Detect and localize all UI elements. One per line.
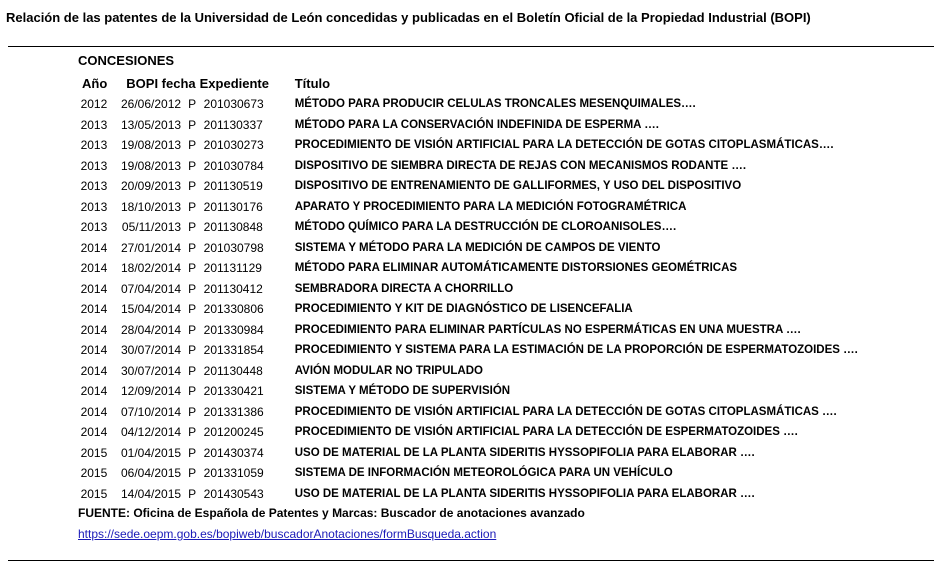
table-header-row bbox=[74, 72, 862, 94]
cell-bopi-date: 19/08/2013 bbox=[121, 138, 182, 153]
cell-expediente: 201331854 bbox=[203, 343, 264, 358]
cell-type: P bbox=[188, 425, 197, 440]
table-row bbox=[74, 361, 862, 382]
cell-year: 2015 bbox=[80, 445, 108, 460]
cell-expediente: 201331386 bbox=[203, 404, 264, 419]
cell-title: MÉTODO PARA PRODUCIR CELULAS TRONCALES MESENQUIMALES…. bbox=[294, 98, 696, 111]
section-heading: CONCESIONES bbox=[78, 53, 175, 68]
cell-type: P bbox=[188, 240, 197, 255]
cell-year: 2013 bbox=[80, 158, 108, 173]
source-link[interactable]: https://sede.oepm.gob.es/bopiweb/buscadorAnotaciones/formBusqueda.action bbox=[78, 527, 497, 541]
cell-bopi-date: 30/07/2014 bbox=[121, 343, 182, 358]
cell-bopi-date: 18/02/2014 bbox=[121, 261, 182, 276]
cell-year: 2013 bbox=[80, 199, 108, 214]
cell-expediente: 201130448 bbox=[203, 363, 263, 378]
cell-bopi-date: 07/10/2014 bbox=[121, 404, 182, 419]
table-row bbox=[74, 299, 862, 320]
table-row bbox=[74, 279, 862, 300]
cell-bopi-date: 30/07/2014 bbox=[121, 363, 182, 378]
cell-bopi-date: 14/04/2015 bbox=[121, 486, 182, 501]
cell-title: SISTEMA Y MÉTODO DE SUPERVISIÓN bbox=[294, 385, 511, 398]
cell-type: P bbox=[188, 138, 197, 153]
cell-expediente: 201430374 bbox=[203, 445, 264, 460]
cell-year: 2014 bbox=[80, 261, 108, 276]
cell-bopi-date: 07/04/2014 bbox=[121, 281, 182, 296]
cell-year: 2013 bbox=[80, 220, 108, 235]
cell-title: AVIÓN MODULAR NO TRIPULADO bbox=[294, 364, 483, 377]
cell-expediente: 201200245 bbox=[203, 425, 264, 440]
cell-type: P bbox=[188, 384, 197, 399]
table-row bbox=[74, 135, 862, 156]
cell-year: 2013 bbox=[80, 117, 108, 132]
table-row bbox=[74, 484, 862, 505]
cell-expediente: 201030784 bbox=[203, 158, 264, 173]
cell-title: MÉTODO PARA ELIMINAR AUTOMÁTICAMENTE DISTORSIONES GEOMÉTRICAS bbox=[294, 262, 738, 275]
cell-type: P bbox=[188, 179, 197, 194]
cell-bopi-date: 01/04/2015 bbox=[121, 445, 182, 460]
table-row bbox=[74, 340, 862, 361]
table-row bbox=[74, 381, 862, 402]
cell-bopi-date: 27/01/2014 bbox=[121, 240, 182, 255]
cell-type: P bbox=[188, 486, 197, 501]
cell-bopi-date: 18/10/2013 bbox=[121, 199, 182, 214]
cell-year: 2014 bbox=[80, 425, 108, 440]
cell-bopi-date: 06/04/2015 bbox=[121, 466, 182, 481]
cell-type: P bbox=[188, 302, 197, 317]
cell-title: SEMBRADORA DIRECTA A CHORRILLO bbox=[294, 282, 514, 295]
cell-year: 2014 bbox=[80, 240, 108, 255]
table-row bbox=[74, 443, 862, 464]
cell-bopi-date: 12/09/2014 bbox=[121, 384, 182, 399]
cell-type: P bbox=[188, 97, 197, 112]
cell-expediente: 201130337 bbox=[203, 117, 263, 132]
bottom-divider bbox=[8, 560, 934, 561]
table-row bbox=[74, 217, 862, 238]
table-row bbox=[74, 238, 862, 259]
cell-title: PROCEDIMIENTO PARA ELIMINAR PARTÍCULAS NO ESPERMÁTICAS EN UNA MUESTRA …. bbox=[294, 323, 801, 336]
cell-title: PROCEDIMIENTO Y SISTEMA PARA LA ESTIMACIÓN DE LA PROPORCIÓN DE ESPERMATOZOIDES …. bbox=[294, 344, 858, 357]
source-note: FUENTE: Oficina de Española de Patentes y Marcas: Buscador de anotaciones avanzado bbox=[78, 506, 585, 520]
cell-year: 2014 bbox=[80, 302, 108, 317]
cell-year: 2013 bbox=[80, 138, 108, 153]
table-body bbox=[74, 94, 862, 504]
cell-bopi-date: 28/04/2014 bbox=[121, 322, 182, 337]
column-header-bopi-date: BOPI fecha bbox=[126, 75, 196, 91]
cell-title: PROCEDIMIENTO DE VISIÓN ARTIFICIAL PARA LA DETECCIÓN DE GOTAS CITOPLASMÁTICAS …. bbox=[294, 405, 837, 418]
cell-bopi-date: 19/08/2013 bbox=[121, 158, 182, 173]
table-row bbox=[74, 197, 862, 218]
cell-year: 2014 bbox=[80, 363, 108, 378]
cell-title: APARATO Y PROCEDIMIENTO PARA LA MEDICIÓN FOTOGRAMÉTRICA bbox=[294, 200, 687, 213]
top-divider bbox=[8, 46, 934, 47]
cell-year: 2014 bbox=[80, 404, 108, 419]
cell-type: P bbox=[188, 261, 197, 276]
cell-bopi-date: 26/06/2012 bbox=[121, 97, 182, 112]
cell-bopi-date: 15/04/2014 bbox=[121, 302, 182, 317]
table-row bbox=[74, 402, 862, 423]
cell-title: MÉTODO PARA LA CONSERVACIÓN INDEFINIDA DE ESPERMA …. bbox=[294, 118, 659, 131]
cell-expediente: 201430543 bbox=[203, 486, 264, 501]
cell-year: 2014 bbox=[80, 343, 108, 358]
cell-title: PROCEDIMIENTO Y KIT DE DIAGNÓSTICO DE LISENCEFALIA bbox=[294, 303, 633, 316]
table-row bbox=[74, 422, 862, 443]
cell-expediente: 201130519 bbox=[203, 179, 263, 194]
cell-expediente: 201130412 bbox=[203, 281, 263, 296]
cell-year: 2013 bbox=[80, 179, 108, 194]
cell-type: P bbox=[188, 158, 197, 173]
cell-year: 2014 bbox=[80, 281, 108, 296]
table-row bbox=[74, 258, 862, 279]
cell-expediente: 201130176 bbox=[203, 199, 263, 214]
document-title: Relación de las patentes de la Universidad de León concedidas y publicadas en el Boletín Oficial de la Propiedad Industrial (BOPI) bbox=[6, 10, 811, 25]
cell-type: P bbox=[188, 199, 197, 214]
cell-expediente: 201030673 bbox=[203, 97, 264, 112]
column-header-expediente: Expediente bbox=[199, 75, 269, 91]
cell-bopi-date: 20/09/2013 bbox=[121, 179, 182, 194]
cell-type: P bbox=[188, 404, 197, 419]
patents-table bbox=[74, 72, 862, 504]
cell-year: 2014 bbox=[80, 384, 108, 399]
cell-type: P bbox=[188, 281, 197, 296]
cell-type: P bbox=[188, 466, 197, 481]
cell-type: P bbox=[188, 343, 197, 358]
column-header-titulo: Título bbox=[294, 75, 331, 91]
cell-type: P bbox=[188, 322, 197, 337]
cell-bopi-date: 05/11/2013 bbox=[121, 220, 182, 235]
cell-expediente: 201330806 bbox=[203, 302, 264, 317]
cell-title: SISTEMA Y MÉTODO PARA LA MEDICIÓN DE CAMPOS DE VIENTO bbox=[294, 241, 661, 254]
cell-expediente: 201330421 bbox=[203, 384, 264, 399]
cell-title: USO DE MATERIAL DE LA PLANTA SIDERITIS HYSSOPIFOLIA PARA ELABORAR …. bbox=[294, 487, 755, 500]
cell-title: SISTEMA DE INFORMACIÓN METEOROLÓGICA PARA UN VEHÍCULO bbox=[294, 467, 673, 480]
column-header-year: Año bbox=[82, 75, 108, 91]
table-row bbox=[74, 320, 862, 341]
cell-type: P bbox=[188, 445, 197, 460]
table-row bbox=[74, 463, 862, 484]
cell-year: 2015 bbox=[80, 466, 108, 481]
cell-year: 2012 bbox=[80, 97, 108, 112]
cell-title: PROCEDIMIENTO DE VISIÓN ARTIFICIAL PARA LA DETECCIÓN DE ESPERMATOZOIDES …. bbox=[294, 426, 798, 439]
cell-title: PROCEDIMIENTO DE VISIÓN ARTIFICIAL PARA LA DETECCIÓN DE GOTAS CITOPLASMÁTICAS…. bbox=[294, 139, 834, 152]
cell-expediente: 201131129 bbox=[203, 261, 262, 276]
cell-expediente: 201330984 bbox=[203, 322, 264, 337]
cell-title: DISPOSITIVO DE ENTRENAMIENTO DE GALLIFORMES, Y USO DEL DISPOSITIVO bbox=[294, 180, 742, 193]
cell-bopi-date: 13/05/2013 bbox=[121, 117, 182, 132]
cell-expediente: 201331059 bbox=[203, 466, 264, 481]
table-row bbox=[74, 176, 862, 197]
cell-type: P bbox=[188, 363, 197, 378]
cell-title: USO DE MATERIAL DE LA PLANTA SIDERITIS HYSSOPIFOLIA PARA ELABORAR …. bbox=[294, 446, 755, 459]
cell-expediente: 201030273 bbox=[203, 138, 264, 153]
cell-title: DISPOSITIVO DE SIEMBRA DIRECTA DE REJAS CON MECANISMOS RODANTE …. bbox=[294, 159, 747, 172]
cell-year: 2015 bbox=[80, 486, 108, 501]
cell-title: MÉTODO QUÍMICO PARA LA DESTRUCCIÓN DE CLOROANISOLES…. bbox=[294, 221, 677, 234]
cell-bopi-date: 04/12/2014 bbox=[121, 425, 182, 440]
cell-type: P bbox=[188, 220, 197, 235]
table-row bbox=[74, 115, 862, 136]
cell-type: P bbox=[188, 117, 197, 132]
cell-expediente: 201030798 bbox=[203, 240, 264, 255]
table-row bbox=[74, 156, 862, 177]
cell-year: 2014 bbox=[80, 322, 108, 337]
table-row bbox=[74, 94, 862, 115]
cell-expediente: 201130848 bbox=[203, 220, 263, 235]
